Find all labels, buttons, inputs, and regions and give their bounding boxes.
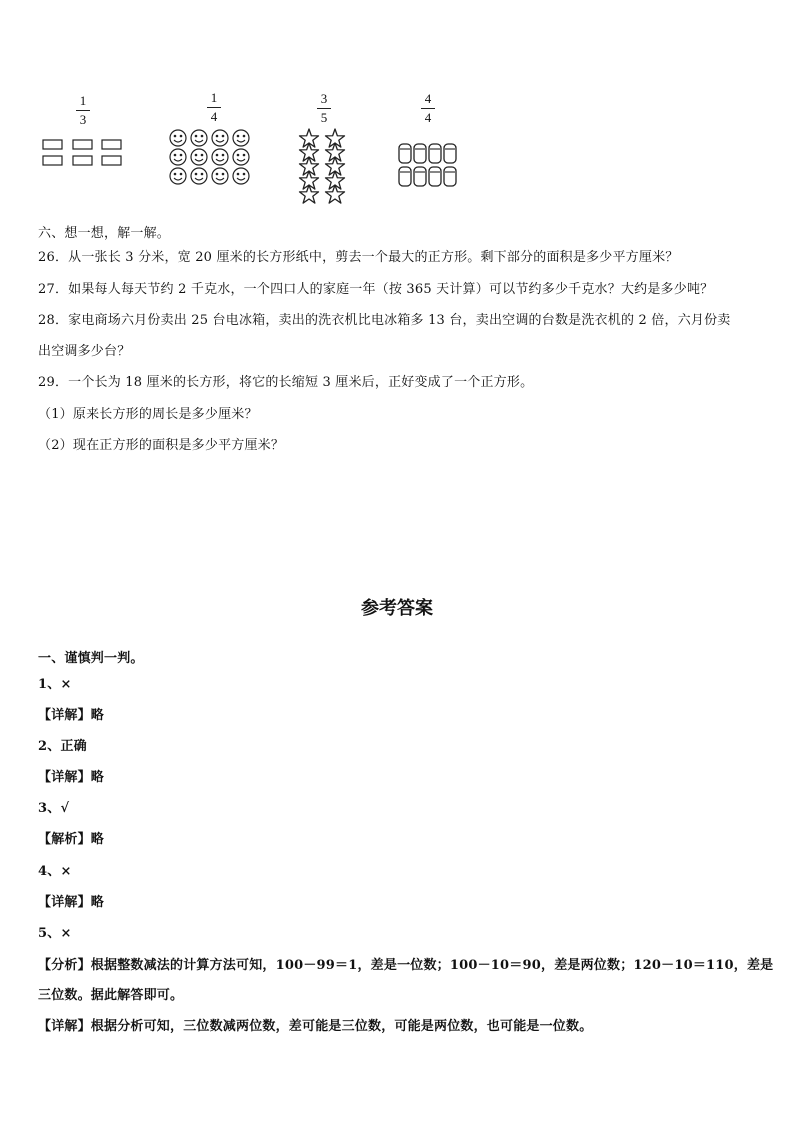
question-27: 27．如果每人每天节约 2 千克水，一个四口人的家庭一年（按 365 天计算）可以节约多少千克水？大约是多少吨？ (38, 282, 714, 297)
question-28-line1: 28．家电商场六月份卖出 25 台电冰箱，卖出的洗衣机比电冰箱多 13 台，卖出空调的台数是洗衣机的 2 倍，六月份卖 (38, 313, 731, 328)
smiley-icon (212, 168, 228, 184)
fraction-numerator: 1 (79, 93, 87, 108)
star-icon (325, 185, 344, 203)
rectangles-figure (42, 139, 122, 169)
smiley-icon (233, 168, 249, 184)
answer-1-detail: 【详解】略 (38, 708, 105, 723)
smiley-icon (212, 130, 228, 146)
smiley-icon (170, 168, 186, 184)
smiley-icon (191, 168, 207, 184)
answer-2: 2、正确 (38, 739, 87, 754)
smiley-icon (233, 130, 249, 146)
rectangle-shape (73, 156, 92, 165)
answer-3: 3、√ (38, 801, 70, 816)
question-29-part1: （1）原来长方形的周长是多少厘米？ (38, 407, 258, 422)
cylinder-icon (399, 167, 411, 186)
fraction-bar (76, 110, 90, 111)
answer-5-analysis-line2: 三位数。据此解答即可。 (38, 988, 184, 1003)
answers-section1-heading: 一、谨慎判一判。 (38, 651, 144, 666)
section6-heading: 六、想一想，解一解。 (38, 226, 171, 241)
answer-4-detail: 【详解】略 (38, 895, 105, 910)
cylinder-icon (444, 144, 456, 163)
smiley-icon (212, 149, 228, 165)
rectangle-shape (102, 140, 121, 149)
rectangle-shape (102, 156, 121, 165)
fraction-denominator: 4 (210, 109, 218, 124)
fraction-3-5 (314, 92, 334, 125)
cylinder-icon (429, 144, 441, 163)
fraction-denominator: 4 (424, 110, 432, 125)
fraction-1-4 (204, 91, 224, 124)
answer-5-detail: 【详解】根据分析可知，三位数减两位数，差可能是三位数，可能是两位数，也可能是一位数。 (38, 1019, 593, 1034)
question-28-line2: 出空调多少台？ (38, 344, 131, 359)
fraction-bar (317, 108, 331, 109)
cylinder-icon (429, 167, 441, 186)
cylinder-icon (414, 144, 426, 163)
rectangle-shape (43, 140, 62, 149)
answer-4: 4、× (38, 864, 72, 879)
answer-5: 5、× (38, 926, 72, 941)
answer-5-analysis-line1: 【分析】根据整数减法的计算方法可知，100－99＝1，差是一位数；100－10＝90，差是两位数；120－10＝110，差是 (38, 958, 774, 973)
question-29: 29．一个长为 18 厘米的长方形，将它的长缩短 3 厘米后，正好变成了一个正方形。 (38, 375, 534, 390)
fraction-numerator: 4 (424, 91, 432, 106)
fraction-4-4 (418, 92, 438, 125)
smiley-icon (191, 149, 207, 165)
star-icon (299, 185, 318, 203)
smiley-icon (170, 130, 186, 146)
question-29-part2: （2）现在正方形的面积是多少平方厘米？ (38, 438, 285, 453)
answers-title: 参考答案 (361, 598, 433, 619)
cylinder-icon (444, 167, 456, 186)
rectangle-shape (43, 156, 62, 165)
cylinder-icon (414, 167, 426, 186)
fraction-denominator: 3 (79, 112, 87, 127)
smileys-figure (168, 128, 254, 188)
smiley-icon (191, 130, 207, 146)
answer-1: 1、× (38, 677, 72, 692)
fraction-1-3 (73, 94, 93, 127)
rectangle-shape (73, 140, 92, 149)
answer-3-detail: 【解析】略 (38, 832, 105, 847)
fraction-numerator: 1 (210, 90, 218, 105)
question-26: 26．从一张长 3 分米，宽 20 厘米的长方形纸中，剪去一个最大的正方形。剩下部分的面积是多少平方厘米？ (38, 250, 679, 265)
smiley-icon (233, 149, 249, 165)
fraction-numerator: 3 (320, 91, 328, 106)
fraction-bar (207, 107, 221, 108)
fraction-denominator: 5 (320, 110, 328, 125)
stars-figure (297, 128, 351, 204)
cylinders-figure (398, 143, 460, 191)
cylinder-icon (399, 144, 411, 163)
fraction-bar (421, 108, 435, 109)
answer-2-detail: 【详解】略 (38, 770, 105, 785)
smiley-icon (170, 149, 186, 165)
